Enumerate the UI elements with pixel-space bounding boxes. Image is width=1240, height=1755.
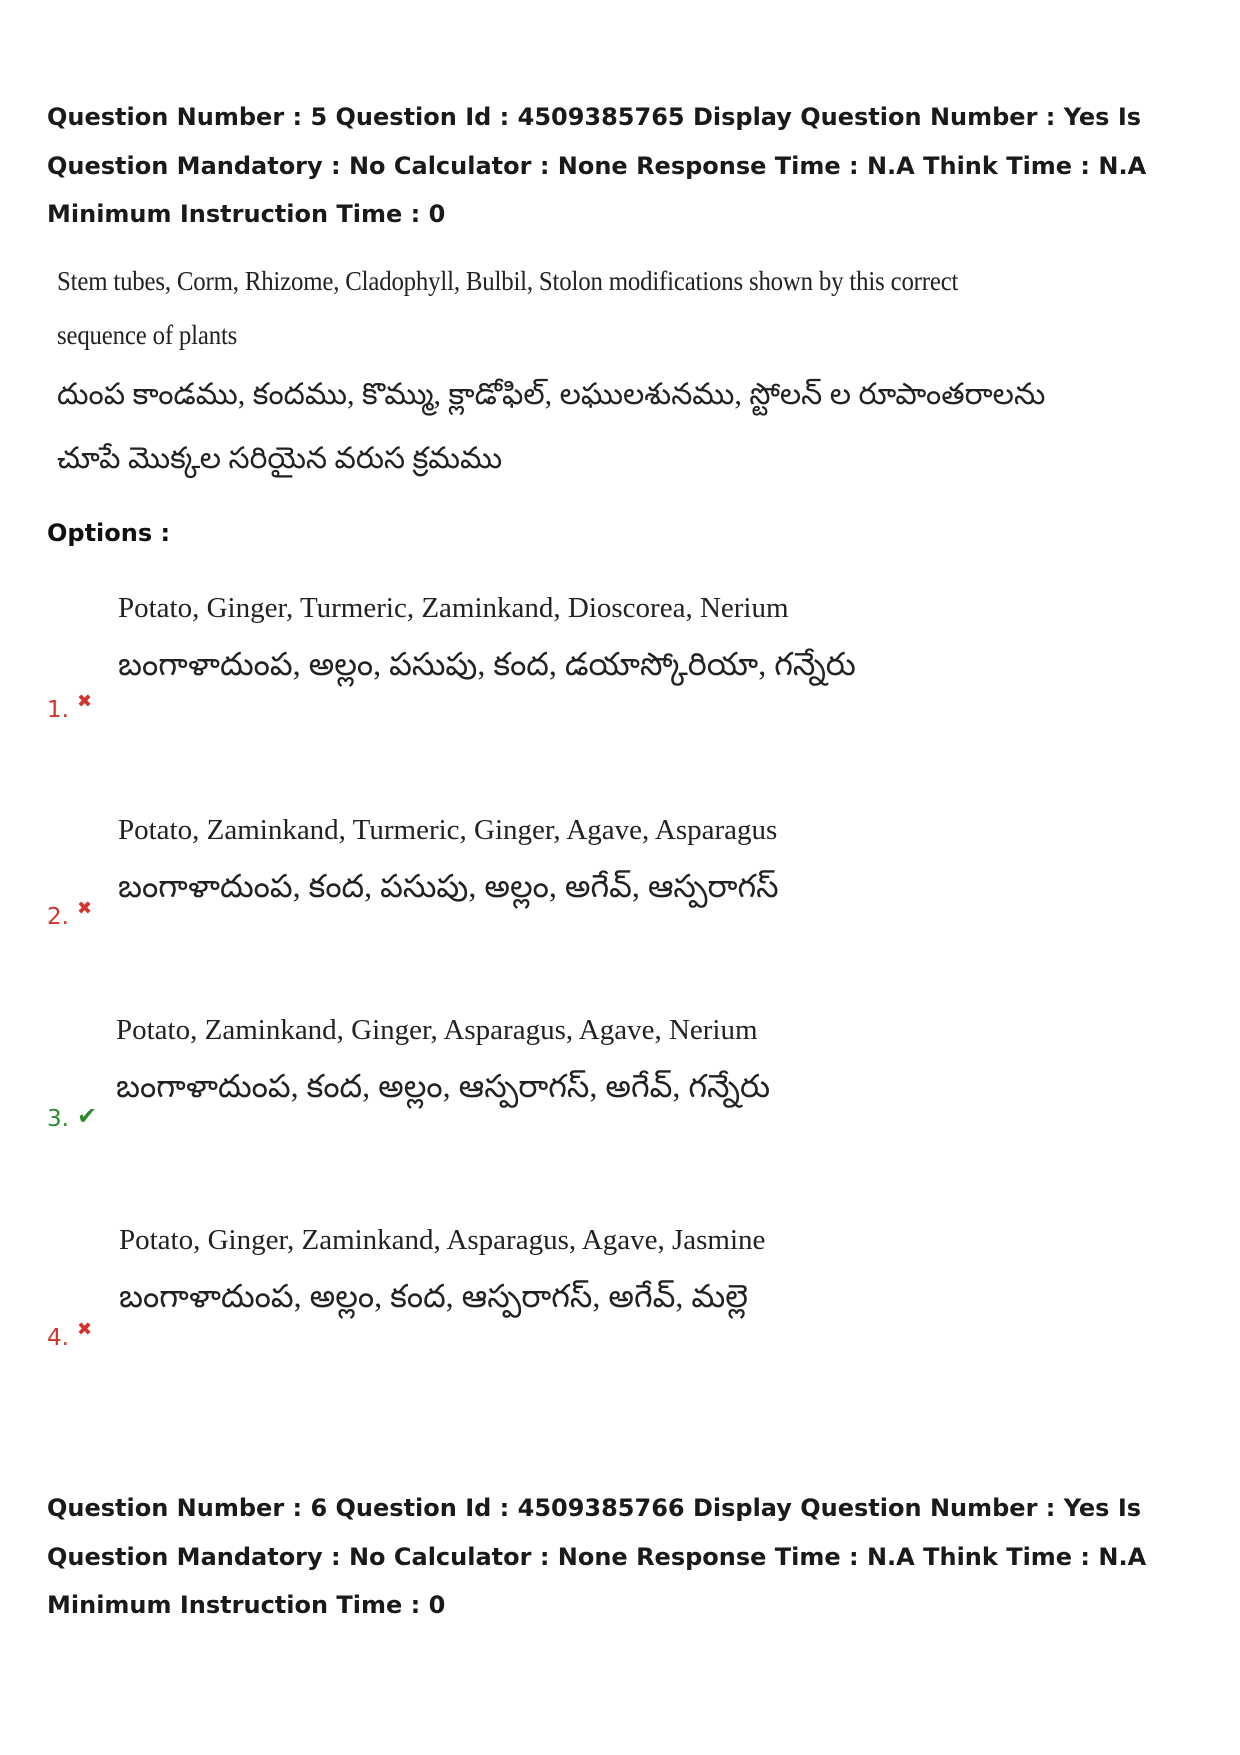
option-3-marker xyxy=(47,1104,97,1134)
option-2-number: 2. xyxy=(47,904,69,930)
option-4-number: 4. xyxy=(47,1325,69,1351)
option-3-number: 3. xyxy=(47,1106,69,1132)
option-1-text xyxy=(118,586,1018,692)
cross-icon: ✖ xyxy=(76,691,93,712)
options-label: Options : xyxy=(47,519,171,547)
question-meta-5: Question Number : 5 Question Id : 4509385765 Display Question Number : Yes Is Question Mandatory : No Calculator : None Response Time : N.A Think Time : N.A Minimum Instruction Time : 0 xyxy=(47,103,1147,228)
check-icon: ✔ xyxy=(76,1102,98,1130)
question-meta-6: Question Number : 6 Question Id : 4509385766 Display Question Number : Yes Is Question Mandatory : No Calculator : None Response Time : N.A Think Time : N.A Minimum Instruction Time : 0 xyxy=(47,1494,1147,1619)
option-3-text xyxy=(116,1008,1016,1114)
option-2-marker xyxy=(47,898,93,932)
question-text-en-line-2: sequence of plants xyxy=(57,320,238,350)
cross-icon: ✖ xyxy=(76,898,93,919)
option-4-text xyxy=(119,1218,1019,1324)
option-1-number: 1. xyxy=(47,697,69,723)
question-text-te-line-1: దుంప కాండము, కందము, కొమ్ము, క్లాడోఫిల్, లఘులశునము, స్టోలన్ ల రూపాంతరాలను xyxy=(57,378,1046,411)
option-2-text-en: Potato, Zaminkand, Turmeric, Ginger, Agave, Asparagus xyxy=(118,814,778,846)
question-text-en-line-1: Stem tubes, Corm, Rhizome, Cladophyll, Bulbil, Stolon modifications shown by this correct xyxy=(57,266,959,296)
option-4-text-en: Potato, Ginger, Zaminkand, Asparagus, Agave, Jasmine xyxy=(119,1224,766,1256)
option-3-text-en: Potato, Zaminkand, Ginger, Asparagus, Agave, Nerium xyxy=(116,1014,758,1046)
option-3-text-te: బంగాళాదుంప, కంద, అల్లం, ఆస్పరాగస్, అగేవ్, గన్నేరు xyxy=(116,1068,771,1104)
option-4-marker xyxy=(47,1319,93,1353)
option-4-text-te: బంగాళాదుంప, అల్లం, కంద, ఆస్పరాగస్, అగేవ్, మల్లె xyxy=(119,1278,748,1314)
cross-icon: ✖ xyxy=(76,1319,93,1340)
option-1-text-te: బంగాళాదుంప, అల్లం, పసుపు, కంద, డయాస్కోరియా, గన్నేరు xyxy=(118,646,856,682)
option-1-text-en: Potato, Ginger, Turmeric, Zaminkand, Dioscorea, Nerium xyxy=(118,592,789,624)
question-body-5 xyxy=(57,254,1046,490)
option-2-text xyxy=(118,808,1018,914)
option-1-marker xyxy=(47,691,93,725)
question-text-te-line-2: చూపే మొక్కల సరియైన వరుస క్రమము xyxy=(57,442,503,475)
option-2-text-te: బంగాళాదుంప, కంద, పసుపు, అల్లం, అగేవ్, ఆస్పరాగస్ xyxy=(118,868,779,904)
